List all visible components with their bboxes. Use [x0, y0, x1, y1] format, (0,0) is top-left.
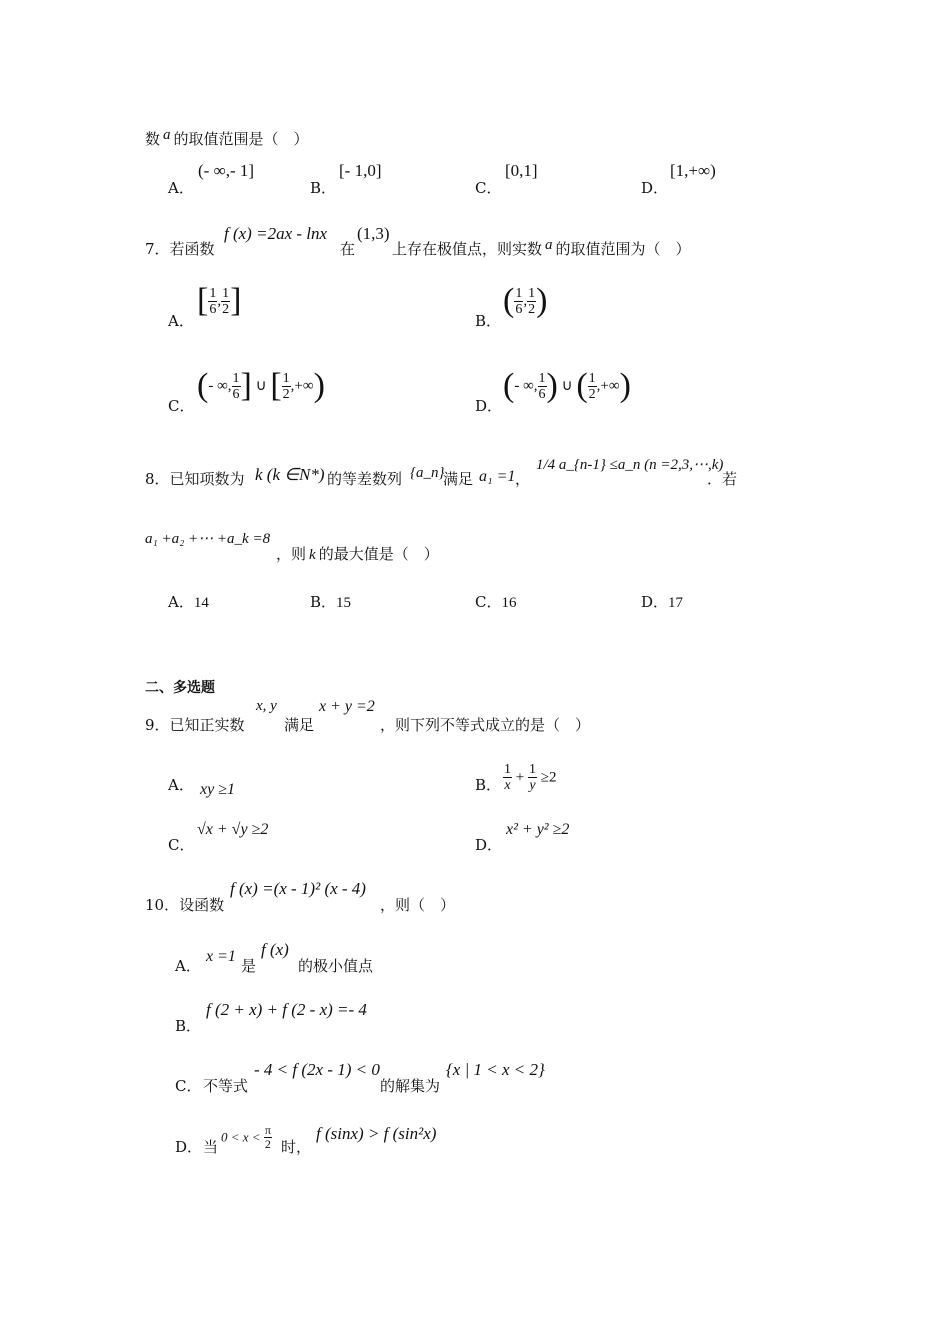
q10-option-c-math2: {x | 1 < x < 2}: [446, 1060, 545, 1079]
q10-function: f (x) =(x - 1)² (x - 4): [230, 879, 366, 898]
q9-text2: 满足: [284, 716, 315, 734]
q9-option-d-math: x² + y² ≥2: [506, 821, 570, 838]
q10-text1: 设函数: [179, 896, 225, 914]
q8-comma: ，: [515, 470, 531, 488]
q7-option-b[interactable]: [475, 310, 501, 331]
q8-seq: {a_n}: [410, 465, 445, 481]
q9-option-a[interactable]: [168, 774, 194, 795]
q10-option-c-text2: 的解集为: [380, 1077, 441, 1095]
q8-text4: ．若: [707, 470, 738, 488]
option-label: B．: [175, 1017, 202, 1035]
q10-option-a-text2: 的极小值点: [298, 957, 374, 975]
q10-option-c-math1: - 4 < f (2x - 1) < 0: [254, 1060, 380, 1079]
q10-option-d-text1: 当: [203, 1138, 219, 1156]
q10-text2: ，则（ ）: [380, 896, 456, 914]
q8-line2: [276, 543, 439, 564]
option-label: B．: [475, 776, 502, 794]
q10-option-a-math1: x =1: [206, 948, 236, 965]
q9-stem: [145, 714, 245, 735]
q6-option-a-math: (- ∞,- 1]: [198, 161, 255, 180]
option-label: B．: [310, 593, 337, 611]
option-label: A．: [168, 776, 194, 794]
q6-text-post: 的取值范围是（ ）: [173, 130, 309, 148]
q7-interval: (1,3): [357, 224, 390, 243]
option-label: D．: [475, 397, 503, 415]
q7-option-a[interactable]: [168, 310, 194, 331]
q6-option-d[interactable]: [641, 177, 668, 198]
q6-option-c[interactable]: [475, 177, 501, 198]
q8-text1: 已知项数为: [169, 470, 245, 488]
q10-option-b[interactable]: [175, 1015, 201, 1036]
q7-text2: 在: [340, 240, 356, 258]
option-label: A．: [168, 179, 194, 197]
q9-option-d[interactable]: [475, 834, 502, 855]
q9-option-b-math: $\frac{1}{x}$ + $\frac{1}{y}$ ≥2: [504, 762, 557, 793]
q7-option-c-math: (- ∞, $\frac{1}{6}$ ] ∪ [ $\frac{1}{2}$ ,+∞): [197, 367, 325, 404]
q6-option-b-math: [- 1,0]: [339, 161, 382, 180]
option-label: A．: [168, 593, 194, 611]
q10-option-c-text1: 不等式: [203, 1077, 249, 1095]
q8-text6: 的最大值是（ ）: [318, 545, 439, 563]
q8-k-cond: k (k ∈N*): [255, 465, 325, 484]
q6-option-d-math: [1,+∞): [670, 161, 716, 180]
option-label: C．: [168, 397, 195, 415]
option-label: C．: [168, 836, 195, 854]
q7-option-d-math: (- ∞, $\frac{1}{6}$ ) ∪ ( $\frac{1}{2}$ ,+∞): [503, 367, 631, 404]
q10-option-a[interactable]: [175, 955, 201, 976]
q10-option-b-math1: f (2 + x) + f (2 - x) =- 4: [206, 1000, 367, 1019]
q7-var-a: a: [545, 237, 553, 253]
option-label: A．: [175, 957, 201, 975]
q8-stem: [145, 468, 245, 489]
q8-text3: 满足: [443, 470, 474, 488]
q9-cond: x + y =2: [319, 698, 375, 715]
option-value: 14: [193, 595, 209, 611]
q9-option-b[interactable]: [475, 774, 501, 795]
q8-ineq: 1/4 a_{n-1} ≤a_n (n =2,3,⋯,k): [536, 457, 724, 473]
q7-option-a-math: [ $\frac{1}{6}$ , $\frac{1}{2}$ ]: [197, 282, 242, 319]
option-label: C．: [475, 593, 502, 611]
q7-stem: [145, 238, 215, 259]
q9-option-c-math: √x + √y ≥2: [197, 821, 269, 838]
q7-option-b-math: ( $\frac{1}{6}$ , $\frac{1}{2}$ ): [503, 282, 548, 319]
q8-var-k: k: [309, 547, 316, 563]
q7-option-c[interactable]: [168, 395, 194, 416]
q8-option-a[interactable]: [168, 591, 209, 612]
q8-option-b[interactable]: [310, 591, 351, 612]
q9-option-a-math: xy ≥1: [200, 781, 235, 798]
q7-text3-wrap: [392, 238, 691, 259]
option-label: C．: [175, 1077, 202, 1095]
option-value: 17: [668, 595, 684, 611]
q10-stem: [145, 894, 224, 915]
q10-option-d-math2: f (sinx) > f (sin²x): [316, 1124, 437, 1143]
q7-function: f (x) =2ax - lnx: [224, 224, 328, 243]
q9-text1: 已知正实数: [169, 716, 245, 734]
q6-option-b[interactable]: [310, 177, 336, 198]
q10-option-d-math1-visual: 0 < x < $\frac{\pi}{2}$: [221, 1123, 271, 1151]
option-label: A．: [168, 312, 194, 330]
q9-option-c[interactable]: [168, 834, 194, 855]
q9-number: 9．: [145, 716, 170, 734]
q7-text3: 上存在极值点，则实数: [392, 240, 543, 258]
q7-text4: 的取值范围为（ ）: [555, 240, 691, 258]
q7-option-d[interactable]: [475, 395, 502, 416]
option-label: D．: [475, 836, 503, 854]
q6-option-c-math: [0,1]: [505, 161, 538, 180]
q10-number: 10．: [145, 896, 180, 914]
option-label: B．: [475, 312, 502, 330]
q8-sum: a₁ +a₂ +⋯ +a_k =8: [145, 531, 271, 547]
q8-number: 8．: [145, 470, 170, 488]
q8-option-c[interactable]: [475, 591, 516, 612]
q10-option-a-math2: f (x): [261, 940, 289, 959]
option-value: 15: [336, 595, 352, 611]
q8-option-d[interactable]: [641, 591, 683, 612]
q10-option-d-text2: 时，: [281, 1138, 312, 1156]
q8-text5: ，则: [276, 545, 307, 563]
option-label: C．: [475, 179, 502, 197]
q6-var-a: a: [163, 127, 171, 143]
q7-text1: 若函数: [169, 240, 215, 258]
q6-stem: [145, 128, 309, 149]
option-label: D．: [175, 1138, 203, 1156]
q10-option-a-text1: 是: [241, 957, 257, 975]
section-title: 二、多选题: [145, 680, 215, 696]
q10-option-c[interactable]: [175, 1075, 201, 1096]
q7-number: 7．: [145, 240, 170, 258]
option-label: D．: [641, 593, 669, 611]
q10-option-d[interactable]: [175, 1136, 202, 1157]
option-label: B．: [310, 179, 337, 197]
q9-vars: x, y: [256, 698, 277, 714]
option-label: D．: [641, 179, 669, 197]
q9-text3: ，则下列不等式成立的是（ ）: [380, 716, 591, 734]
q6-option-a[interactable]: [168, 177, 194, 198]
option-value: 16: [501, 595, 517, 611]
q6-text-pre: 数: [145, 130, 161, 148]
q8-a1: a₁ =1: [479, 468, 516, 485]
q8-text2: 的等差数列: [327, 470, 403, 488]
